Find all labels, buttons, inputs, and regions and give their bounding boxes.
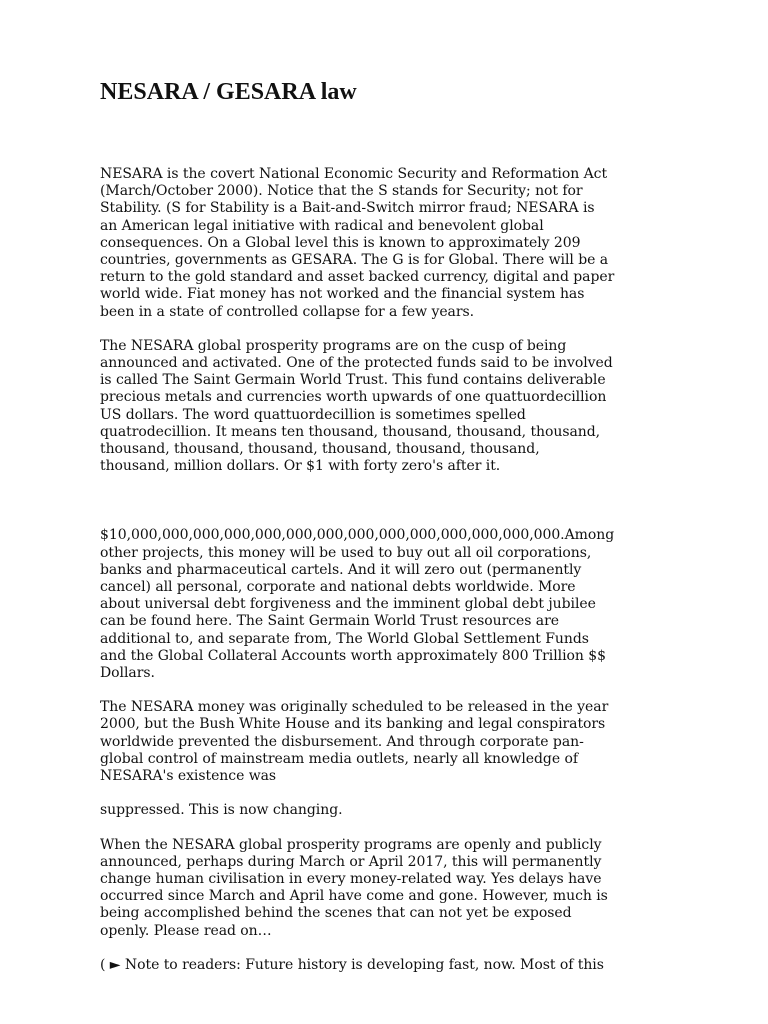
text-line: precious metals and currencies worth upwards of one quattuordecillion xyxy=(100,389,607,406)
text-line: 2000, but the Bush White House and its banking and legal conspirators xyxy=(100,716,606,733)
text-line: additional to, and separate from, The World Global Settlement Funds xyxy=(100,630,589,647)
text-line: NESARA's existence was xyxy=(100,768,277,785)
text-line: announced and activated. One of the protected funds said to be involved xyxy=(100,355,613,372)
text-line: consequences. On a Global level this is known to approximately 209 xyxy=(100,234,581,251)
text-line: NESARA is the covert National Economic Security and Reformation Act xyxy=(100,166,608,182)
text-line: other projects, this money will be used to buy out all oil corporations, xyxy=(100,544,592,561)
text-line: thousand, million dollars. Or $1 with forty zero's after it. xyxy=(100,458,501,475)
document-title: NESARA / GESARA law xyxy=(100,79,357,105)
text-line: cancel) all personal, corporate and national debts worldwide. More xyxy=(100,579,576,596)
text-line: global control of mainstream media outlets, nearly all knowledge of xyxy=(100,750,578,767)
text-line: can be found here. The Saint Germain World Trust resources are xyxy=(100,613,559,630)
paragraph-note-to-readers xyxy=(100,957,668,974)
text-line: return to the gold standard and asset backed currency, digital and paper xyxy=(100,269,615,286)
text-line: been in a state of controlled collapse for a few years. xyxy=(100,303,475,320)
text-line: The NESARA global prosperity programs are on the cusp of being xyxy=(100,337,567,354)
text-line: countries, governments as GESARA. The G is for Global. There will be a xyxy=(100,252,609,269)
text-line: ( ► Note to readers: Future history is developing fast, now. Most of this xyxy=(100,956,604,973)
text-line: (March/October 2000). Notice that the S stands for Security; not for xyxy=(100,183,583,200)
text-line: about universal debt forgiveness and the imminent global debt jubilee xyxy=(100,596,596,613)
paragraph-suppressed xyxy=(100,802,668,819)
text-line: worldwide prevented the disbursement. And through corporate pan- xyxy=(100,733,584,750)
text-line: announced, perhaps during March or April 2017, this will permanently xyxy=(100,853,602,870)
text-line: and the Global Collateral Accounts worth approximately 800 Trillion $$ xyxy=(100,647,606,664)
text-line: thousand, thousand, thousand, thousand, thousand, thousand, xyxy=(100,441,540,458)
text-line: $10,000,000,000,000,000,000,000,000,000,000,000,000,000,000.Among xyxy=(100,527,615,544)
text-line: US dollars. The word quattuordecillion is sometimes spelled xyxy=(100,406,526,423)
paragraph-release-history xyxy=(100,699,668,785)
text-line: an American legal initiative with radical and benevolent global xyxy=(100,217,544,234)
text-line: occurred since March and April have come and gone. However, much is xyxy=(100,888,608,905)
paragraph-announcement xyxy=(100,837,668,940)
document-body xyxy=(100,166,668,990)
text-line: banks and pharmaceutical cartels. And it will zero out (permanently xyxy=(100,561,582,578)
paragraph-prosperity-programs xyxy=(100,338,668,476)
paragraph-fund-amount xyxy=(100,527,668,682)
text-line: change human civilisation in every money-related way. Yes delays have xyxy=(100,870,602,887)
text-line: suppressed. This is now changing. xyxy=(100,802,343,819)
text-line: is called The Saint Germain World Trust. This fund contains deliverable xyxy=(100,372,606,389)
text-line: being accomplished behind the scenes that can not yet be exposed xyxy=(100,905,572,922)
text-line: The NESARA money was originally scheduled to be released in the year xyxy=(100,699,609,716)
text-line: quatrodecillion. It means ten thousand, thousand, thousand, thousand, xyxy=(100,423,601,440)
text-line: Dollars. xyxy=(100,665,155,682)
text-line: world wide. Fiat money has not worked and the financial system has xyxy=(100,286,585,303)
text-line: When the NESARA global prosperity programs are openly and publicly xyxy=(100,836,602,853)
paragraph-nesara-definition xyxy=(100,166,668,321)
text-line: openly. Please read on… xyxy=(100,922,272,939)
text-line: Stability. (S for Stability is a Bait-and-Switch mirror fraud; NESARA is xyxy=(100,200,595,217)
